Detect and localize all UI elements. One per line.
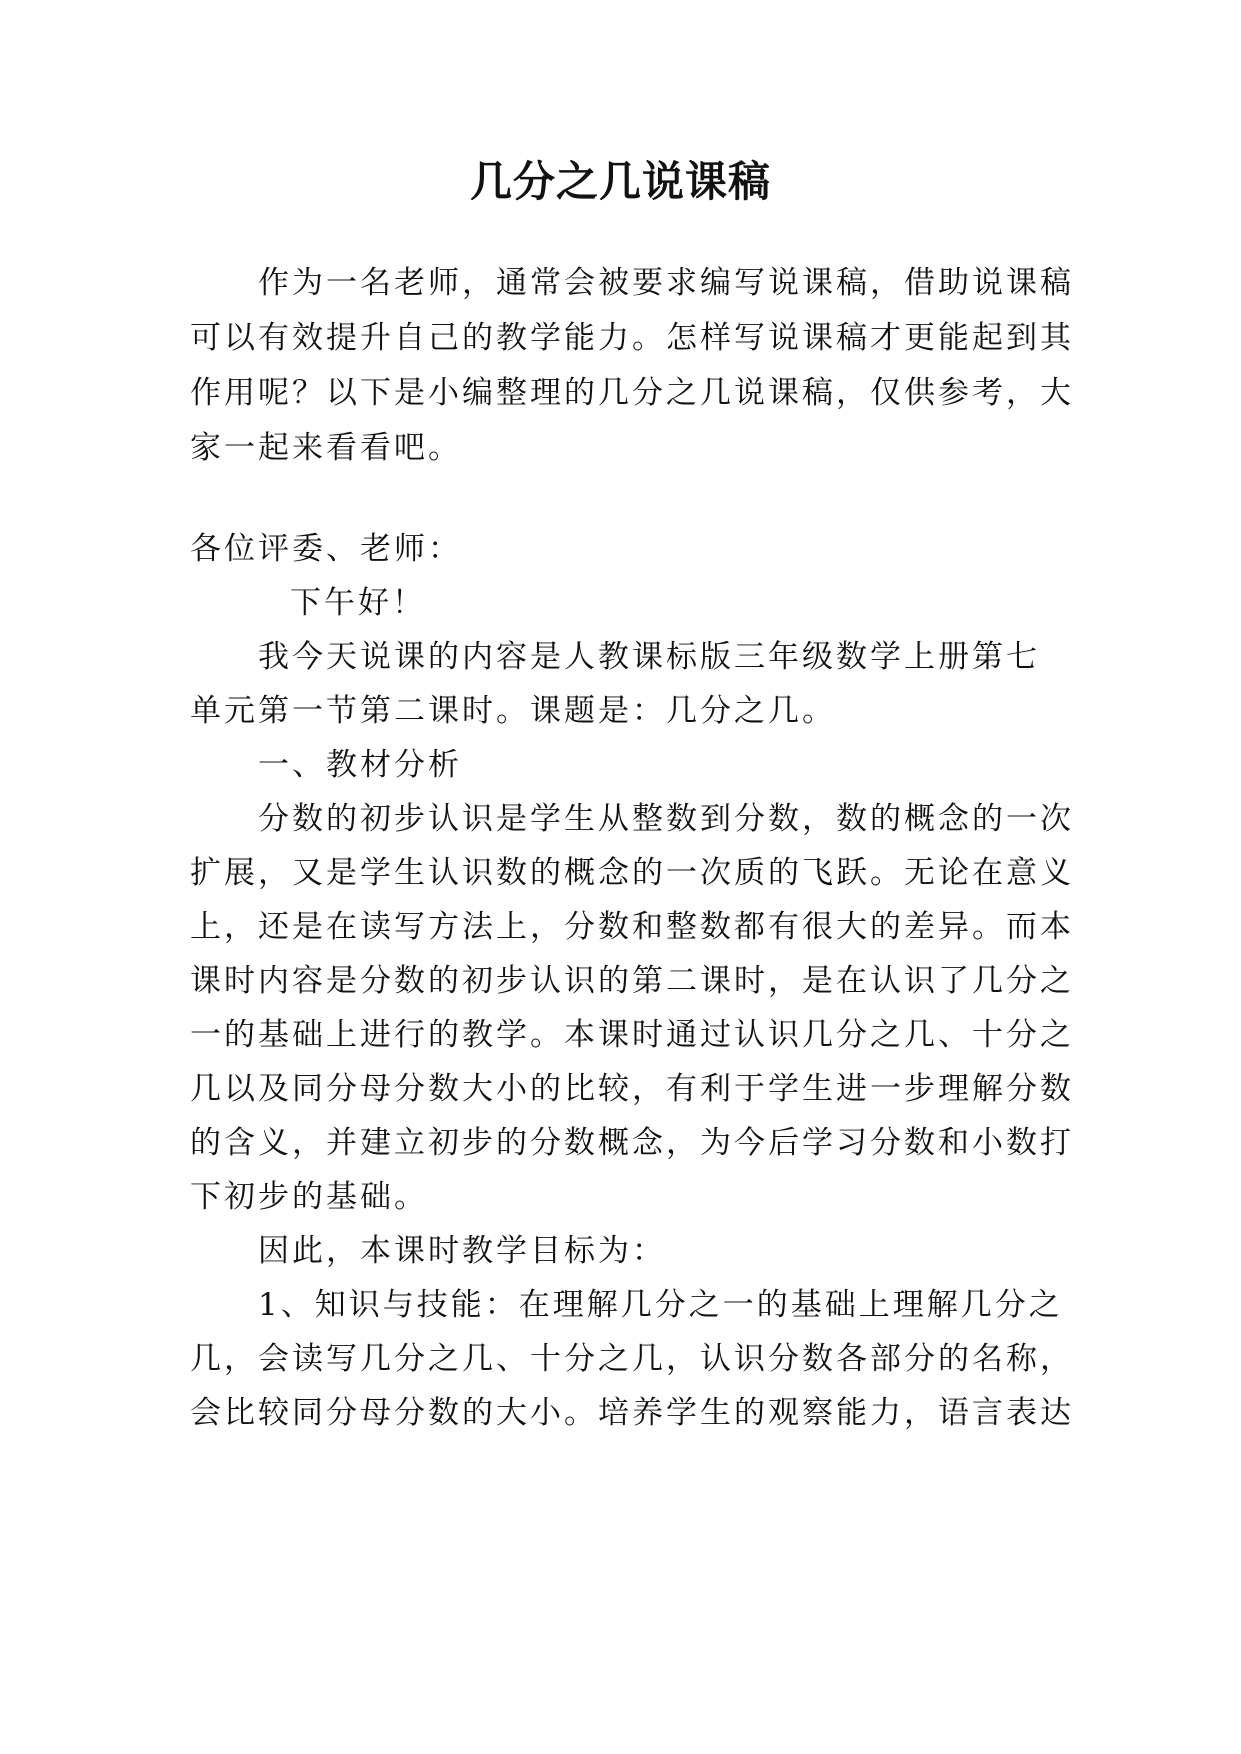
paragraph-line: 单元第一节第二课时。课题是：几分之几。 (190, 693, 836, 729)
paragraph-line: 会比较同分母分数的大小。培养学生的观察能力，语言表达 (190, 1395, 1074, 1431)
paragraph-line: 作用呢？以下是小编整理的几分之几说课稿，仅供参考，大 (190, 375, 1074, 411)
paragraph-line: 下初步的基础。 (190, 1179, 428, 1215)
section-heading: 一、教材分析 (258, 747, 462, 783)
document-title: 几分之几说课稿 (469, 157, 771, 206)
paragraph-line: 1、知识与技能：在理解几分之一的基础上理解几分之 (258, 1287, 1063, 1323)
paragraph-line: 几，会读写几分之几、十分之几，认识分数各部分的名称， (190, 1341, 1074, 1377)
paragraph-line: 扩展，又是学生认识数的概念的一次质的飞跃。无论在意义 (190, 855, 1074, 891)
paragraph-line: 一的基础上进行的教学。本课时通过认识几分之几、十分之 (190, 1017, 1074, 1053)
paragraph-line: 可以有效提升自己的教学能力。怎样写说课稿才更能起到其 (190, 320, 1074, 356)
paragraph-line: 上，还是在读写方法上，分数和整数都有很大的差异。而本 (190, 909, 1074, 945)
salutation: 各位评委、老师： (190, 531, 462, 567)
paragraph-line: 课时内容是分数的初步认识的第二课时，是在认识了几分之 (190, 963, 1074, 999)
paragraph-line: 家一起来看看吧。 (190, 430, 462, 466)
paragraph-line: 分数的初步认识是学生从整数到分数，数的概念的一次 (258, 801, 1074, 837)
paragraph-line: 作为一名老师，通常会被要求编写说课稿，借助说课稿 (258, 265, 1074, 301)
greeting: 下午好！ (290, 585, 426, 621)
paragraph-line: 因此，本课时教学目标为： (258, 1233, 666, 1269)
paragraph-line: 几以及同分母分数大小的比较，有利于学生进一步理解分数 (190, 1071, 1074, 1107)
paragraph-line: 我今天说课的内容是人教课标版三年级数学上册第七 (258, 639, 1040, 675)
paragraph-line: 的含义，并建立初步的分数概念，为今后学习分数和小数打 (190, 1125, 1074, 1161)
